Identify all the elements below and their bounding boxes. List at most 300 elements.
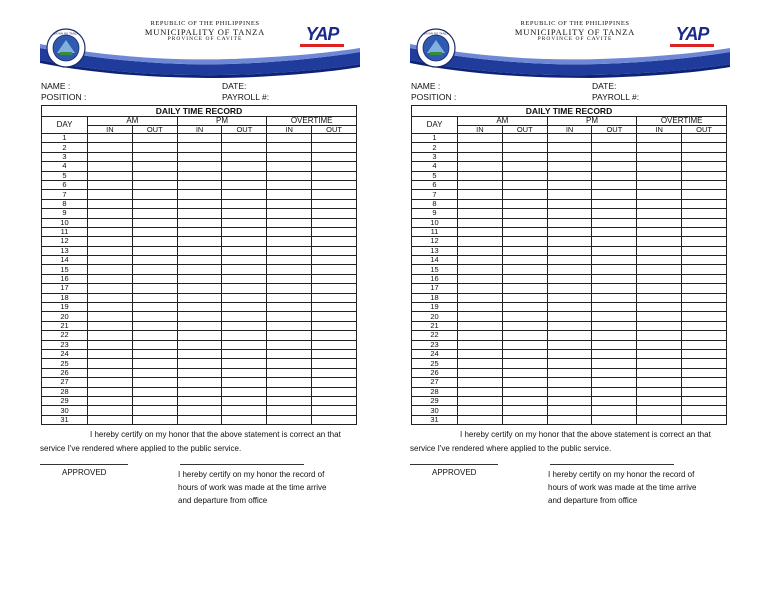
am-in-cell[interactable] — [88, 227, 133, 236]
pm-in-cell[interactable] — [547, 274, 592, 283]
ot-out-cell[interactable] — [312, 303, 357, 312]
ot-out-cell[interactable] — [682, 293, 727, 302]
am-out-cell[interactable] — [502, 237, 547, 246]
ot-out-cell[interactable] — [682, 415, 727, 424]
am-out-cell[interactable] — [502, 152, 547, 161]
am-out-cell[interactable] — [502, 340, 547, 349]
am-in-cell[interactable] — [88, 378, 133, 387]
ot-in-cell[interactable] — [637, 321, 682, 330]
am-out-cell[interactable] — [132, 331, 177, 340]
ot-in-cell[interactable] — [637, 406, 682, 415]
am-in-cell[interactable] — [458, 218, 503, 227]
pm-in-cell[interactable] — [177, 190, 222, 199]
am-out-cell[interactable] — [132, 246, 177, 255]
ot-in-cell[interactable] — [267, 265, 312, 274]
am-out-cell[interactable] — [502, 349, 547, 358]
pm-out-cell[interactable] — [592, 274, 637, 283]
am-in-cell[interactable] — [88, 134, 133, 143]
ot-out-cell[interactable] — [682, 303, 727, 312]
ot-in-cell[interactable] — [637, 396, 682, 405]
ot-out-cell[interactable] — [682, 359, 727, 368]
am-in-cell[interactable] — [88, 293, 133, 302]
am-in-cell[interactable] — [88, 171, 133, 180]
ot-in-cell[interactable] — [637, 209, 682, 218]
ot-out-cell[interactable] — [682, 134, 727, 143]
pm-in-cell[interactable] — [547, 406, 592, 415]
ot-out-cell[interactable] — [312, 293, 357, 302]
pm-in-cell[interactable] — [177, 293, 222, 302]
pm-out-cell[interactable] — [222, 162, 267, 171]
ot-in-cell[interactable] — [267, 303, 312, 312]
am-out-cell[interactable] — [502, 180, 547, 189]
am-in-cell[interactable] — [458, 396, 503, 405]
am-out-cell[interactable] — [132, 368, 177, 377]
pm-out-cell[interactable] — [222, 396, 267, 405]
pm-in-cell[interactable] — [547, 237, 592, 246]
am-in-cell[interactable] — [458, 256, 503, 265]
am-in-cell[interactable] — [88, 246, 133, 255]
am-out-cell[interactable] — [132, 406, 177, 415]
ot-in-cell[interactable] — [267, 209, 312, 218]
am-in-cell[interactable] — [458, 340, 503, 349]
am-in-cell[interactable] — [458, 387, 503, 396]
pm-out-cell[interactable] — [592, 284, 637, 293]
am-in-cell[interactable] — [458, 152, 503, 161]
am-out-cell[interactable] — [132, 190, 177, 199]
ot-in-cell[interactable] — [267, 368, 312, 377]
am-in-cell[interactable] — [88, 406, 133, 415]
am-in-cell[interactable] — [88, 256, 133, 265]
am-out-cell[interactable] — [502, 190, 547, 199]
ot-out-cell[interactable] — [682, 237, 727, 246]
pm-out-cell[interactable] — [222, 134, 267, 143]
am-out-cell[interactable] — [132, 180, 177, 189]
am-in-cell[interactable] — [458, 359, 503, 368]
am-out-cell[interactable] — [132, 143, 177, 152]
pm-out-cell[interactable] — [222, 199, 267, 208]
pm-out-cell[interactable] — [222, 180, 267, 189]
pm-in-cell[interactable] — [547, 284, 592, 293]
pm-in-cell[interactable] — [547, 143, 592, 152]
pm-out-cell[interactable] — [592, 190, 637, 199]
ot-in-cell[interactable] — [637, 171, 682, 180]
pm-out-cell[interactable] — [222, 274, 267, 283]
pm-in-cell[interactable] — [177, 152, 222, 161]
ot-out-cell[interactable] — [312, 246, 357, 255]
am-out-cell[interactable] — [502, 134, 547, 143]
pm-in-cell[interactable] — [177, 180, 222, 189]
ot-out-cell[interactable] — [312, 265, 357, 274]
ot-out-cell[interactable] — [312, 349, 357, 358]
am-in-cell[interactable] — [458, 190, 503, 199]
pm-out-cell[interactable] — [222, 246, 267, 255]
pm-in-cell[interactable] — [547, 331, 592, 340]
ot-in-cell[interactable] — [267, 190, 312, 199]
am-in-cell[interactable] — [458, 331, 503, 340]
ot-in-cell[interactable] — [637, 387, 682, 396]
am-out-cell[interactable] — [502, 199, 547, 208]
ot-out-cell[interactable] — [312, 256, 357, 265]
am-in-cell[interactable] — [88, 321, 133, 330]
ot-in-cell[interactable] — [637, 349, 682, 358]
am-in-cell[interactable] — [458, 378, 503, 387]
am-out-cell[interactable] — [132, 359, 177, 368]
pm-in-cell[interactable] — [177, 199, 222, 208]
pm-out-cell[interactable] — [592, 171, 637, 180]
am-out-cell[interactable] — [132, 209, 177, 218]
pm-in-cell[interactable] — [547, 359, 592, 368]
pm-in-cell[interactable] — [547, 171, 592, 180]
ot-out-cell[interactable] — [312, 143, 357, 152]
ot-in-cell[interactable] — [267, 218, 312, 227]
ot-out-cell[interactable] — [312, 171, 357, 180]
ot-in-cell[interactable] — [637, 340, 682, 349]
am-out-cell[interactable] — [502, 218, 547, 227]
am-out-cell[interactable] — [502, 303, 547, 312]
ot-out-cell[interactable] — [682, 349, 727, 358]
ot-out-cell[interactable] — [682, 368, 727, 377]
ot-out-cell[interactable] — [682, 406, 727, 415]
pm-out-cell[interactable] — [222, 406, 267, 415]
ot-out-cell[interactable] — [312, 209, 357, 218]
pm-in-cell[interactable] — [177, 284, 222, 293]
ot-out-cell[interactable] — [312, 331, 357, 340]
am-out-cell[interactable] — [132, 396, 177, 405]
pm-in-cell[interactable] — [547, 293, 592, 302]
pm-out-cell[interactable] — [222, 218, 267, 227]
am-in-cell[interactable] — [458, 303, 503, 312]
am-out-cell[interactable] — [132, 293, 177, 302]
ot-out-cell[interactable] — [312, 180, 357, 189]
am-in-cell[interactable] — [458, 349, 503, 358]
am-in-cell[interactable] — [88, 143, 133, 152]
ot-in-cell[interactable] — [637, 199, 682, 208]
am-out-cell[interactable] — [502, 387, 547, 396]
pm-in-cell[interactable] — [547, 415, 592, 424]
am-out-cell[interactable] — [502, 359, 547, 368]
am-in-cell[interactable] — [88, 349, 133, 358]
pm-out-cell[interactable] — [222, 227, 267, 236]
am-out-cell[interactable] — [132, 152, 177, 161]
pm-in-cell[interactable] — [547, 180, 592, 189]
am-out-cell[interactable] — [502, 274, 547, 283]
pm-in-cell[interactable] — [177, 246, 222, 255]
pm-out-cell[interactable] — [592, 199, 637, 208]
am-out-cell[interactable] — [132, 265, 177, 274]
ot-out-cell[interactable] — [312, 396, 357, 405]
am-out-cell[interactable] — [502, 396, 547, 405]
pm-in-cell[interactable] — [177, 349, 222, 358]
ot-out-cell[interactable] — [682, 312, 727, 321]
pm-in-cell[interactable] — [547, 396, 592, 405]
ot-in-cell[interactable] — [267, 312, 312, 321]
pm-in-cell[interactable] — [547, 162, 592, 171]
ot-in-cell[interactable] — [267, 237, 312, 246]
pm-in-cell[interactable] — [177, 368, 222, 377]
am-in-cell[interactable] — [458, 134, 503, 143]
am-out-cell[interactable] — [502, 246, 547, 255]
ot-in-cell[interactable] — [267, 406, 312, 415]
am-in-cell[interactable] — [88, 312, 133, 321]
am-out-cell[interactable] — [502, 321, 547, 330]
pm-in-cell[interactable] — [177, 321, 222, 330]
ot-out-cell[interactable] — [682, 152, 727, 161]
ot-in-cell[interactable] — [637, 256, 682, 265]
ot-out-cell[interactable] — [312, 237, 357, 246]
ot-in-cell[interactable] — [267, 349, 312, 358]
pm-in-cell[interactable] — [177, 340, 222, 349]
ot-out-cell[interactable] — [682, 331, 727, 340]
ot-out-cell[interactable] — [312, 387, 357, 396]
ot-in-cell[interactable] — [267, 415, 312, 424]
am-in-cell[interactable] — [88, 387, 133, 396]
ot-in-cell[interactable] — [267, 396, 312, 405]
am-in-cell[interactable] — [458, 284, 503, 293]
pm-out-cell[interactable] — [592, 340, 637, 349]
am-in-cell[interactable] — [458, 246, 503, 255]
ot-out-cell[interactable] — [312, 406, 357, 415]
pm-out-cell[interactable] — [592, 246, 637, 255]
pm-in-cell[interactable] — [547, 265, 592, 274]
am-in-cell[interactable] — [458, 274, 503, 283]
ot-out-cell[interactable] — [312, 199, 357, 208]
ot-out-cell[interactable] — [682, 209, 727, 218]
pm-in-cell[interactable] — [547, 378, 592, 387]
am-out-cell[interactable] — [132, 284, 177, 293]
am-in-cell[interactable] — [458, 265, 503, 274]
am-out-cell[interactable] — [502, 256, 547, 265]
pm-in-cell[interactable] — [177, 218, 222, 227]
ot-in-cell[interactable] — [637, 284, 682, 293]
pm-out-cell[interactable] — [222, 312, 267, 321]
ot-in-cell[interactable] — [267, 331, 312, 340]
pm-in-cell[interactable] — [547, 246, 592, 255]
pm-in-cell[interactable] — [547, 368, 592, 377]
ot-in-cell[interactable] — [637, 190, 682, 199]
ot-in-cell[interactable] — [267, 152, 312, 161]
ot-in-cell[interactable] — [637, 237, 682, 246]
pm-out-cell[interactable] — [222, 415, 267, 424]
pm-out-cell[interactable] — [222, 340, 267, 349]
ot-out-cell[interactable] — [312, 218, 357, 227]
am-out-cell[interactable] — [132, 387, 177, 396]
pm-out-cell[interactable] — [222, 331, 267, 340]
pm-in-cell[interactable] — [547, 303, 592, 312]
ot-out-cell[interactable] — [312, 284, 357, 293]
pm-in-cell[interactable] — [547, 209, 592, 218]
ot-out-cell[interactable] — [312, 368, 357, 377]
ot-in-cell[interactable] — [637, 303, 682, 312]
ot-in-cell[interactable] — [637, 180, 682, 189]
pm-in-cell[interactable] — [177, 312, 222, 321]
am-out-cell[interactable] — [502, 406, 547, 415]
ot-out-cell[interactable] — [682, 171, 727, 180]
pm-out-cell[interactable] — [592, 396, 637, 405]
ot-out-cell[interactable] — [682, 265, 727, 274]
ot-in-cell[interactable] — [637, 331, 682, 340]
ot-out-cell[interactable] — [682, 274, 727, 283]
pm-out-cell[interactable] — [592, 293, 637, 302]
ot-in-cell[interactable] — [637, 312, 682, 321]
pm-out-cell[interactable] — [592, 180, 637, 189]
am-in-cell[interactable] — [458, 209, 503, 218]
pm-in-cell[interactable] — [177, 406, 222, 415]
pm-out-cell[interactable] — [222, 368, 267, 377]
pm-out-cell[interactable] — [222, 209, 267, 218]
pm-in-cell[interactable] — [177, 303, 222, 312]
am-out-cell[interactable] — [132, 349, 177, 358]
am-out-cell[interactable] — [502, 265, 547, 274]
pm-out-cell[interactable] — [592, 256, 637, 265]
am-out-cell[interactable] — [502, 293, 547, 302]
ot-out-cell[interactable] — [682, 218, 727, 227]
am-in-cell[interactable] — [88, 190, 133, 199]
am-out-cell[interactable] — [502, 143, 547, 152]
am-out-cell[interactable] — [132, 162, 177, 171]
pm-out-cell[interactable] — [222, 378, 267, 387]
ot-in-cell[interactable] — [267, 378, 312, 387]
pm-out-cell[interactable] — [222, 256, 267, 265]
pm-in-cell[interactable] — [547, 312, 592, 321]
ot-out-cell[interactable] — [312, 134, 357, 143]
am-in-cell[interactable] — [458, 237, 503, 246]
pm-in-cell[interactable] — [177, 265, 222, 274]
pm-in-cell[interactable] — [177, 162, 222, 171]
am-out-cell[interactable] — [502, 415, 547, 424]
pm-in-cell[interactable] — [177, 209, 222, 218]
pm-out-cell[interactable] — [222, 359, 267, 368]
am-out-cell[interactable] — [132, 237, 177, 246]
ot-in-cell[interactable] — [267, 359, 312, 368]
am-in-cell[interactable] — [88, 199, 133, 208]
ot-out-cell[interactable] — [312, 321, 357, 330]
am-out-cell[interactable] — [132, 321, 177, 330]
am-out-cell[interactable] — [132, 134, 177, 143]
ot-in-cell[interactable] — [637, 162, 682, 171]
ot-out-cell[interactable] — [682, 284, 727, 293]
ot-in-cell[interactable] — [267, 321, 312, 330]
ot-out-cell[interactable] — [682, 396, 727, 405]
pm-out-cell[interactable] — [592, 209, 637, 218]
pm-out-cell[interactable] — [222, 387, 267, 396]
am-out-cell[interactable] — [502, 312, 547, 321]
ot-in-cell[interactable] — [267, 284, 312, 293]
pm-out-cell[interactable] — [592, 387, 637, 396]
am-out-cell[interactable] — [132, 199, 177, 208]
ot-in-cell[interactable] — [267, 340, 312, 349]
pm-out-cell[interactable] — [592, 378, 637, 387]
am-out-cell[interactable] — [132, 218, 177, 227]
pm-in-cell[interactable] — [177, 415, 222, 424]
ot-out-cell[interactable] — [682, 387, 727, 396]
pm-in-cell[interactable] — [177, 378, 222, 387]
am-out-cell[interactable] — [132, 227, 177, 236]
pm-out-cell[interactable] — [592, 152, 637, 161]
pm-in-cell[interactable] — [547, 134, 592, 143]
pm-in-cell[interactable] — [547, 349, 592, 358]
ot-out-cell[interactable] — [682, 321, 727, 330]
am-in-cell[interactable] — [458, 143, 503, 152]
pm-out-cell[interactable] — [222, 171, 267, 180]
ot-in-cell[interactable] — [637, 227, 682, 236]
ot-in-cell[interactable] — [637, 134, 682, 143]
am-in-cell[interactable] — [88, 162, 133, 171]
ot-in-cell[interactable] — [267, 134, 312, 143]
pm-in-cell[interactable] — [177, 359, 222, 368]
ot-out-cell[interactable] — [312, 152, 357, 161]
am-out-cell[interactable] — [502, 284, 547, 293]
ot-in-cell[interactable] — [267, 227, 312, 236]
pm-in-cell[interactable] — [177, 237, 222, 246]
am-out-cell[interactable] — [132, 171, 177, 180]
ot-in-cell[interactable] — [267, 171, 312, 180]
am-in-cell[interactable] — [88, 359, 133, 368]
ot-in-cell[interactable] — [267, 293, 312, 302]
ot-in-cell[interactable] — [637, 265, 682, 274]
pm-out-cell[interactable] — [222, 303, 267, 312]
am-in-cell[interactable] — [458, 293, 503, 302]
ot-in-cell[interactable] — [637, 378, 682, 387]
ot-in-cell[interactable] — [267, 162, 312, 171]
am-out-cell[interactable] — [502, 171, 547, 180]
ot-out-cell[interactable] — [682, 227, 727, 236]
am-out-cell[interactable] — [502, 227, 547, 236]
am-in-cell[interactable] — [458, 227, 503, 236]
ot-in-cell[interactable] — [267, 246, 312, 255]
am-out-cell[interactable] — [132, 378, 177, 387]
pm-in-cell[interactable] — [547, 340, 592, 349]
am-out-cell[interactable] — [502, 209, 547, 218]
ot-out-cell[interactable] — [682, 180, 727, 189]
ot-out-cell[interactable] — [682, 340, 727, 349]
pm-in-cell[interactable] — [547, 152, 592, 161]
pm-out-cell[interactable] — [222, 265, 267, 274]
pm-out-cell[interactable] — [592, 312, 637, 321]
ot-in-cell[interactable] — [637, 218, 682, 227]
am-in-cell[interactable] — [458, 321, 503, 330]
pm-in-cell[interactable] — [177, 134, 222, 143]
ot-in-cell[interactable] — [267, 387, 312, 396]
ot-out-cell[interactable] — [682, 162, 727, 171]
am-in-cell[interactable] — [458, 406, 503, 415]
pm-out-cell[interactable] — [222, 284, 267, 293]
pm-out-cell[interactable] — [222, 237, 267, 246]
am-in-cell[interactable] — [458, 180, 503, 189]
am-in-cell[interactable] — [88, 265, 133, 274]
pm-in-cell[interactable] — [177, 256, 222, 265]
ot-in-cell[interactable] — [637, 359, 682, 368]
ot-in-cell[interactable] — [637, 246, 682, 255]
pm-out-cell[interactable] — [592, 303, 637, 312]
pm-out-cell[interactable] — [222, 293, 267, 302]
pm-out-cell[interactable] — [592, 368, 637, 377]
pm-in-cell[interactable] — [547, 387, 592, 396]
pm-out-cell[interactable] — [222, 143, 267, 152]
am-in-cell[interactable] — [88, 209, 133, 218]
pm-in-cell[interactable] — [547, 190, 592, 199]
am-out-cell[interactable] — [132, 274, 177, 283]
pm-out-cell[interactable] — [592, 143, 637, 152]
ot-out-cell[interactable] — [312, 415, 357, 424]
ot-in-cell[interactable] — [637, 293, 682, 302]
ot-out-cell[interactable] — [312, 378, 357, 387]
pm-in-cell[interactable] — [547, 218, 592, 227]
pm-out-cell[interactable] — [592, 218, 637, 227]
ot-out-cell[interactable] — [312, 359, 357, 368]
am-out-cell[interactable] — [502, 378, 547, 387]
pm-in-cell[interactable] — [177, 274, 222, 283]
am-in-cell[interactable] — [458, 162, 503, 171]
